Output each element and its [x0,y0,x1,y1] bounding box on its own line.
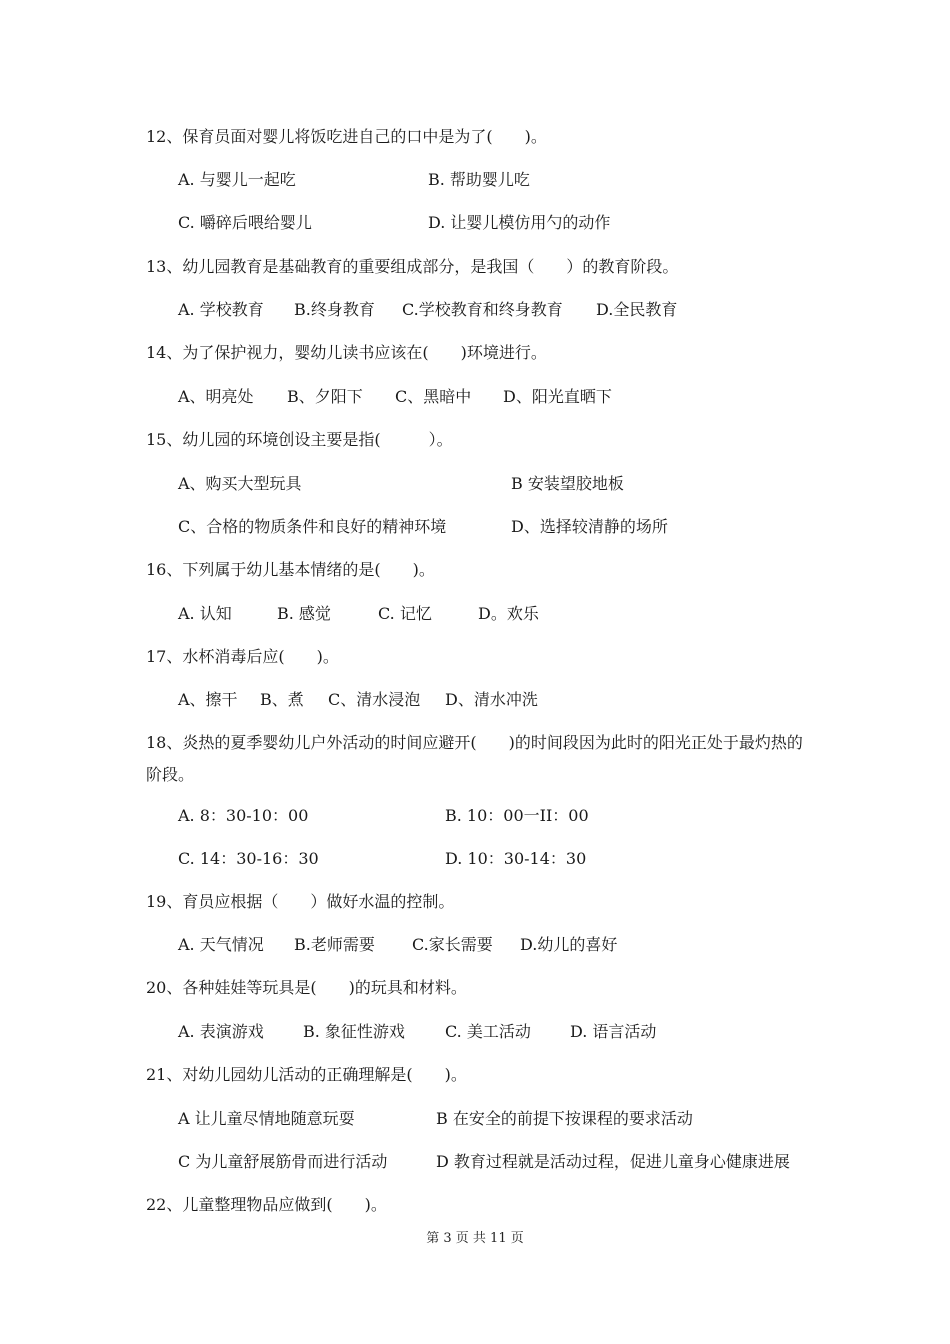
question-17: 17、水杯消毒后应( )。 [146,647,339,666]
option-16-d: D。欢乐 [478,604,539,623]
option-16-c: C. 记忆 [378,604,432,623]
option-17-d: D、清水冲洗 [445,690,538,709]
option-21-a: A 让儿童尽情地随意玩耍 [178,1109,355,1128]
option-14-d: D、阳光直晒下 [503,387,612,406]
option-14-b: B、夕阳下 [287,387,363,406]
option-17-a: A、擦干 [178,690,238,709]
option-15-c: C、合格的物质条件和良好的精神环境 [178,517,447,536]
option-15-a: A、购买大型玩具 [178,474,302,493]
option-20-a: A. 表演游戏 [178,1022,264,1041]
option-18-a: A. 8：30-10：00 [178,806,309,825]
option-21-c: C 为儿童舒展筋骨而进行活动 [178,1152,388,1171]
question-20: 20、各种娃娃等玩具是( )的玩具和材料。 [146,978,467,997]
option-20-b: B. 象征性游戏 [303,1022,405,1041]
option-18-b: B. 10：00一II：00 [445,806,589,825]
option-12-c: C. 嚼碎后喂给婴儿 [178,213,312,232]
option-17-b: B、煮 [260,690,304,709]
option-19-b: B.老师需要 [294,935,375,954]
option-13-a: A. 学校教育 [178,300,264,319]
option-13-d: D.全民教育 [596,300,678,319]
option-19-c: C.家长需要 [412,935,493,954]
option-19-d: D.幼儿的喜好 [520,935,618,954]
option-12-a: A. 与婴儿一起吃 [178,170,296,189]
option-16-b: B. 感觉 [277,604,331,623]
question-13: 13、幼儿园教育是基础教育的重要组成部分，是我国（ ）的教育阶段。 [146,257,679,276]
option-12-b: B. 帮助婴儿吃 [428,170,530,189]
option-21-d: D 教育过程就是活动过程，促进儿童身心健康进展 [436,1152,790,1171]
option-18-c: C. 14：30-16：30 [178,849,319,868]
question-15: 15、幼儿园的环境创设主要是指( ）。 [146,430,453,449]
option-14-c: C、黑暗中 [395,387,472,406]
question-14: 14、为了保护视力，婴幼儿读书应该在( )环境进行。 [146,343,547,362]
question-22: 22、儿童整理物品应做到( )。 [146,1195,387,1214]
option-13-c: C.学校教育和终身教育 [402,300,563,319]
option-21-b: B 在安全的前提下按课程的要求活动 [436,1109,693,1128]
option-20-c: C. 美工活动 [445,1022,531,1041]
option-19-a: A. 天气情况 [178,935,264,954]
question-12: 12、保育员面对婴儿将饭吃进自己的口中是为了( )。 [146,127,547,146]
option-20-d: D. 语言活动 [570,1022,657,1041]
option-18-d: D. 10：30-14：30 [445,849,587,868]
page-number: 第 3 页 共 11 页 [426,1231,524,1246]
option-12-d: D. 让婴儿模仿用勺的动作 [428,213,611,232]
option-15-b: B 安装望胶地板 [511,474,624,493]
option-14-a: A、明亮处 [178,387,254,406]
question-16: 16、下列属于幼儿基本情绪的是( )。 [146,560,435,579]
question-19: 19、育员应根据（ ）做好水温的控制。 [146,892,455,911]
option-13-b: B.终身教育 [294,300,375,319]
option-16-a: A. 认知 [178,604,232,623]
question-18: 18、炎热的夏季婴幼儿户外活动的时间应避开( )的时间段因为此时的阳光正处于最灼热的阶段。 [146,733,803,784]
question-21: 21、对幼儿园幼儿活动的正确理解是( )。 [146,1065,467,1084]
option-17-c: C、清水浸泡 [328,690,421,709]
option-15-d: D、选择较清静的场所 [511,517,668,536]
